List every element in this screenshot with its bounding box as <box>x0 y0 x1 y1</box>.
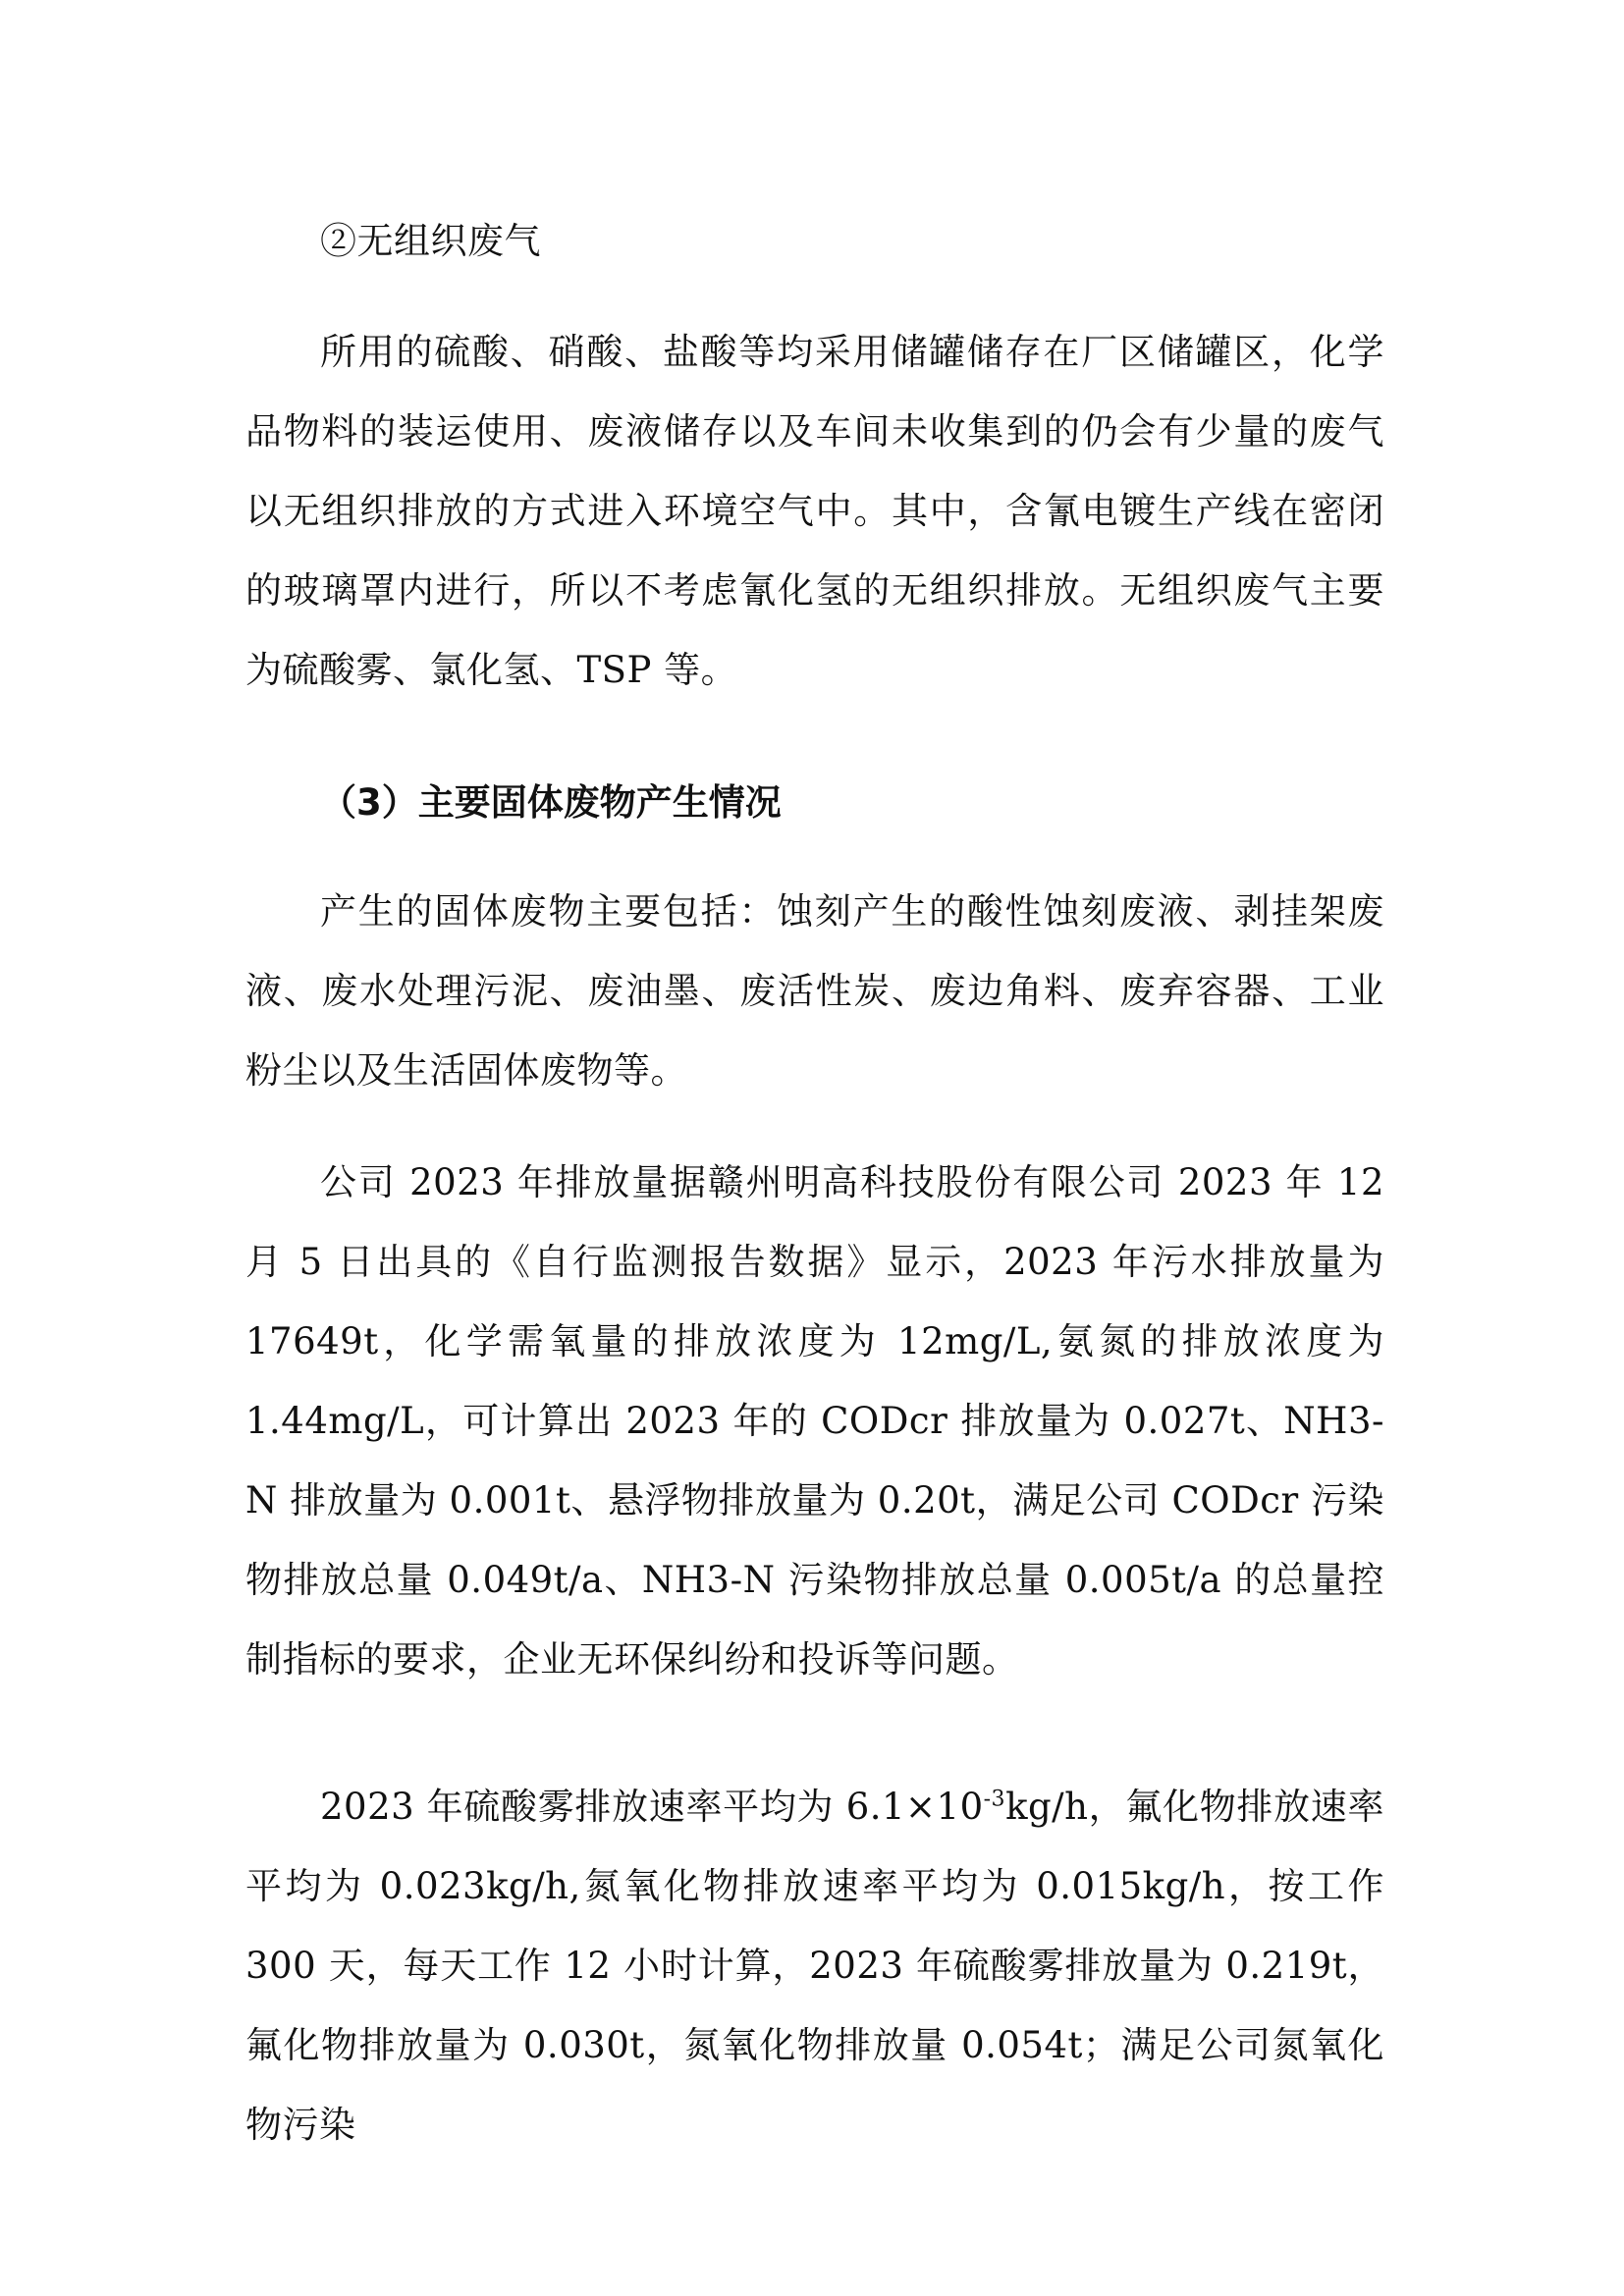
paragraph-air-emission-rate <box>245 1767 1384 2164</box>
paragraph-unorganized-gas: 所用的硫酸、硝酸、盐酸等均采用储罐储存在厂区储罐区，化学品物料的装运使用、废液储存以及车间未收集到的仍会有少量的废气以无组织排放的方式进入环境空气中。其中，含氰电镀生产线在密闭的玻璃罩内进行，所以不考虑氰化氢的无组织排放。无组织废气主要为硫酸雾、氯化氢、TSP 等。 <box>245 331 1384 691</box>
air-rate-text-end: kg/h，氟化物排放速率平均为 0.023kg/h,氮氧化物排放速率平均为 0.015kg/h，按工作 300 天，每天工作 12 小时计算，2023 年硫酸雾排放量为 0.219t，氟化物排放量为 0.030t，氮氧化物排放量 0.054t；满足公司氮氧化物污染 <box>245 1786 1385 2146</box>
paragraph-discharge-2023: 公司 2023 年排放量据赣州明高科技股份有限公司 2023 年 12 月 5 日出具的《自行监测报告数据》显示，2023 年污水排放量为 17649t，化学需氧量的排放浓度为 12mg/L,氨氮的排放浓度为 1.44mg/L，可计算出 2023 年的 CODcr 排放量为 0.027t、NH3-N 排放量为 0.001t、悬浮物排放量为 0.20t，满足公司 CODcr 污染物排放总量 0.049t/a、NH3-N 污染物排放总量 0.005t/a 的总量控制指标的要求，企业无环保纠纷和投诉等问题。 <box>245 1161 1384 1681</box>
subheading-unorganized-gas: ②无组织废气 <box>320 220 541 262</box>
paragraph-solid-waste: 产生的固体废物主要包括：蚀刻产生的酸性蚀刻废液、剥挂架废液、废水处理污泥、废油墨、废活性炭、废边角料、废弃容器、工业粉尘以及生活固体废物等。 <box>245 890 1384 1092</box>
air-rate-exponent: -3 <box>983 1787 1006 1812</box>
heading-solid-waste: （3）主要固体废物产生情况 <box>320 781 782 824</box>
air-rate-text-start: 2023 年硫酸雾排放速率平均为 6.1×10 <box>320 1786 984 1828</box>
